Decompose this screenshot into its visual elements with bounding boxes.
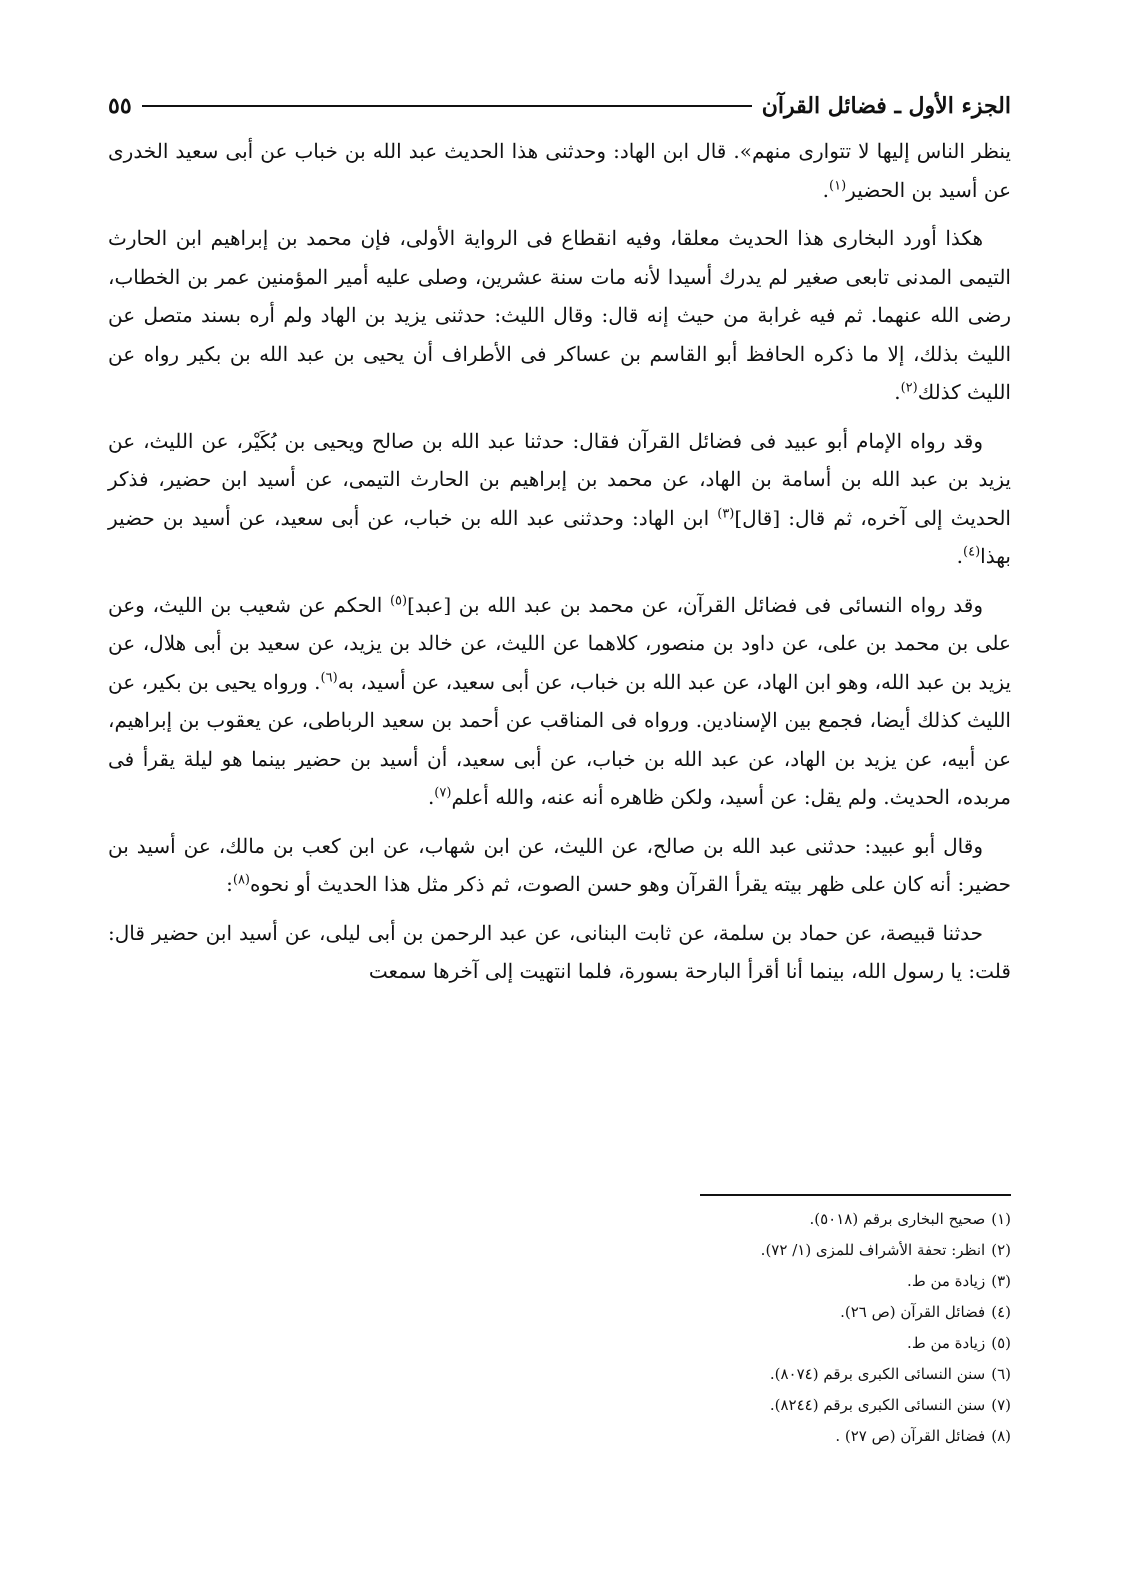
paragraph: وقد رواه النسائى فى فضائل القرآن، عن محمد بن عبد الله بن [عبد]$^{(٥)}$ الحكم عن شعيب بن الليث، وعن على بن محمد بن على، عن داود بن منصور، كلاهما عن الليث، عن خالد بن يزيد، عن سعيد بن أبى هلال، عن يزيد بن عبد الله، وهو ابن الهاد، عن عبد الله بن خباب، عن أبى سعيد، عن أسيد، به$^{(٦)}$. ورواه يحيى بن بكير، عن الليث كذلك أيضا، فجمع بين الإسنادين. ورواه فى المناقب عن أحمد بن سعيد الرباطى، عن يعقوب بن إبراهيم، عن أبيه، عن يزيد بن الهاد، عن عبد الله بن خباب، عن أبى سعيد، أن أسيد بن حضير بينما هو ليلة يقرأ فى مربده، الحديث. ولم يقل: عن أسيد، ولكن ظاهره أنه عنه، والله أعلم$^{(٧)}$. bbox=[108, 592, 1012, 809]
paragraph: حدثنا قبيصة، عن حماد بن سلمة، عن ثابت البنانى، عن عبد الرحمن بن أبى ليلى، عن أسيد ابن حضير قال: قلت: يا رسول الله، بينما أنا أقرأ البارحة بسورة، فلما انتهيت إلى آخرها سمعت bbox=[108, 920, 1011, 983]
footnote-ref: (٥) bbox=[389, 592, 408, 608]
page-number: ٥٥ bbox=[108, 93, 132, 119]
footnote-ref: (٢) bbox=[900, 380, 918, 396]
footnote: (٦)سنن النسائى الكبرى برقم (٨٠٧٤). bbox=[769, 1365, 1011, 1383]
footnote: (٧)سنن النسائى الكبرى برقم (٨٢٤٤). bbox=[769, 1396, 1011, 1414]
header-title: الجزء الأول ـ فضائل القرآن bbox=[761, 93, 1011, 119]
footnote-ref: (٦) bbox=[320, 669, 338, 685]
footnote-ref: (١) bbox=[829, 177, 847, 193]
header-rule bbox=[142, 105, 752, 107]
footnote-ref: (٧) bbox=[434, 785, 452, 801]
footnote-ref: (٨) bbox=[232, 872, 250, 888]
footnote: (٣)زيادة من ط. bbox=[907, 1272, 1011, 1290]
paragraph: وقال أبو عبيد: حدثنى عبد الله بن صالح، عن الليث، عن ابن شهاب، عن ابن كعب بن مالك، عن أسيد بن حضير: أنه كان على ظهر بيته يقرأ القرآن وهو حسن الصوت، ثم ذكر مثل هذا الحديث أو نحوه$^{(٨)}$: bbox=[108, 833, 1011, 896]
footnotes bbox=[411, 1204, 1011, 1452]
footnote-ref: (٣) bbox=[717, 505, 735, 521]
paragraph: وقد رواه الإمام أبو عبيد فى فضائل القرآن فقال: حدثنا عبد الله بن صالح ويحيى بن بُكَيْر، عن الليث، عن يزيد بن عبد الله بن أسامة بن الهاد، عن محمد بن إبراهيم بن الحارث التيمى، عن أسيد ابن حضير، فذكر الحديث إلى آخره، ثم قال: [قال]$^{(٣)}$ ابن الهاد: وحدثنى عبد الله بن خباب، عن أبى سعيد، عن أسيد بن حضير بهذا$^{(٤)}$. bbox=[108, 428, 1011, 568]
footnote-separator bbox=[700, 1194, 1011, 1196]
paragraph: ينظر الناس إليها لا تتوارى منهم». قال ابن الهاد: وحدثنى هذا الحديث عبد الله بن خباب عن أبى سعيد الخدرى عن أسيد بن الحضير$^{(١)}$. bbox=[108, 139, 1011, 202]
footnote: (٢)انظر: تحفة الأشراف للمزى (١/ ٧٢). bbox=[760, 1241, 1011, 1259]
footnote: (١)صحيح البخارى برقم (٥٠١٨). bbox=[809, 1210, 1011, 1228]
footnote-ref: (٤) bbox=[963, 544, 981, 560]
footnote: (٨)فضائل القرآن (ص ٢٧) . bbox=[835, 1427, 1011, 1445]
main-text bbox=[108, 132, 1011, 1001]
running-header bbox=[108, 88, 1011, 124]
paragraph: هكذا أورد البخارى هذا الحديث معلقا، وفيه انقطاع فى الرواية الأولى، فإن محمد بن إبراهيم ابن الحارث التيمى المدنى تابعى صغير لم يدرك أسيدا لأنه مات سنة عشرين، وصلى عليه أمير المؤمنين عمر بن الخطاب، رضى الله عنهما. ثم فيه غرابة من حيث إنه قال: وقال الليث: حدثنى يزيد بن الهاد ولم أره بسند متصل عن الليث بذلك، إلا ما ذكره الحافظ أبو القاسم بن عساكر فى الأطراف أن يحيى بن عبد الله بن بكير رواه عن الليث كذلك$^{(٢)}$. bbox=[108, 226, 1011, 404]
footnote: (٥)زيادة من ط. bbox=[907, 1334, 1011, 1352]
footnote: (٤)فضائل القرآن (ص ٢٦). bbox=[840, 1303, 1011, 1321]
